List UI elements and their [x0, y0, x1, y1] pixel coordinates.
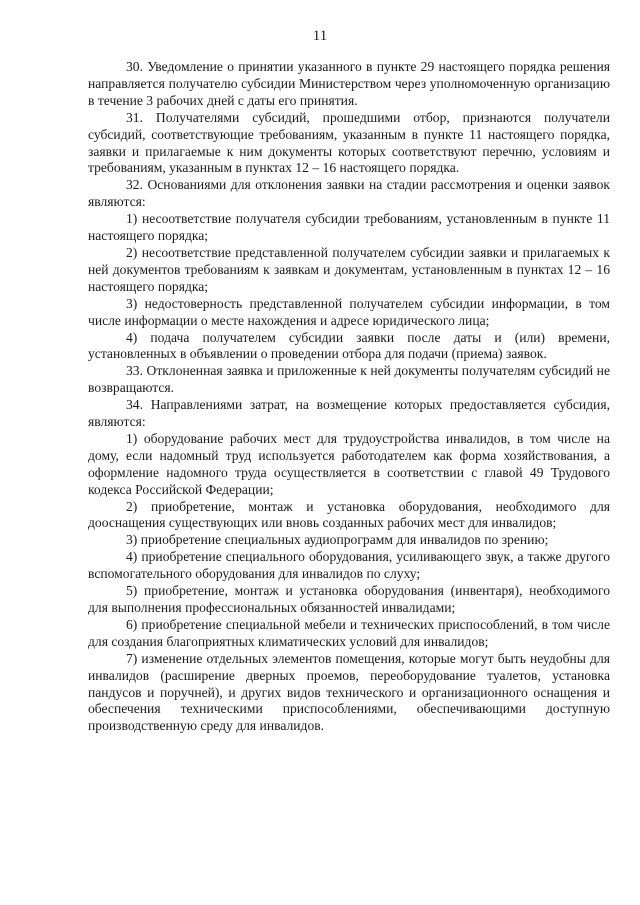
- paragraph-34: 34. Направлениями затрат, на возмещение которых предоставляется субсидия, являются:: [88, 397, 610, 430]
- paragraph-31: 31. Получателями субсидий, прошедшими отбор, признаются получатели субсидий, соответствующие требованиям, указанным в пункте 11 настоящего порядка, заявки и прилагаемые к ним документы которых соответствуют перечню, условиям и требованиям, указанным в пунктах 12 – 16 настоящего порядка.: [88, 109, 610, 176]
- paragraph-30: 30. Уведомление о принятии указанного в пункте 29 настоящего порядка решения направляется получателю субсидии Министерством через уполномоченную организацию в течение 3 рабочих дней с даты его принятия.: [88, 59, 610, 108]
- list-item-32-4: 4) подача получателем субсидии заявки после даты и (или) времени, установленных в объявлении о проведении отбора для подачи (приема) заявок.: [88, 329, 610, 362]
- paragraph-33: 33. Отклоненная заявка и приложенные к ней документы получателям субсидий не возвращаются.: [88, 363, 610, 396]
- list-item-32-3: 3) недостоверность представленной получателем субсидии информации, в том числе информации о месте нахождения и адресе юридического лица;: [88, 295, 610, 328]
- list-item-34-3: 3) приобретение специальных аудиопрограмм для инвалидов по зрению;: [126, 532, 549, 548]
- paragraph-32: 32. Основаниями для отклонения заявки на стадии рассмотрения и оценки заявок являются:: [88, 177, 610, 210]
- list-item-32-1: 1) несоответствие получателя субсидии требованиям, установленным в пункте 11 настоящего порядка;: [88, 211, 610, 244]
- list-item-34-2: 2) приобретение, монтаж и установка оборудования, необходимого для дооснащения существующих или вновь созданных рабочих мест для инвалидов;: [88, 498, 610, 531]
- list-item-34-5: 5) приобретение, монтаж и установка оборудования (инвентаря), необходимого для выполнения профессиональных обязанностей инвалидами;: [88, 583, 610, 615]
- list-item-34-4: 4) приобретение специального оборудования, усиливающего звук, а также другого вспомогательного оборудования для инвалидов по слуху;: [88, 549, 610, 582]
- list-item-34-1: 1) оборудование рабочих мест для трудоустройства инвалидов, в том числе на дому, если надомный труд используется работодателем как форма хозяйствования, а оформление надомного труда осуществляется в соответствии с главой 49 Трудового кодекса Российской Федерации;: [88, 430, 610, 497]
- page-number: 11: [312, 28, 328, 44]
- document-body: [88, 59, 610, 735]
- list-item-34-7: 7) изменение отдельных элементов помещения, которые могут быть неудобны для инвалидов (расширение дверных проемов, переоборудование туалетов, установка пандусов и поручней), и других видов технического и организационного оснащения и обеспечения техническими приспособлениями, обеспечивающими доступную производственную среду для инвалидов.: [88, 650, 610, 734]
- list-item-34-6: 6) приобретение специальной мебели и технических приспособлений, в том числе для создания благоприятных климатических условий для инвалидов;: [88, 616, 610, 649]
- list-item-32-2: 2) несоответствие представленной получателем субсидии заявки и прилагаемых к ней документов требованиям к заявкам и документам, установленным в пунктах 12 – 16 настоящего порядка;: [88, 244, 610, 294]
